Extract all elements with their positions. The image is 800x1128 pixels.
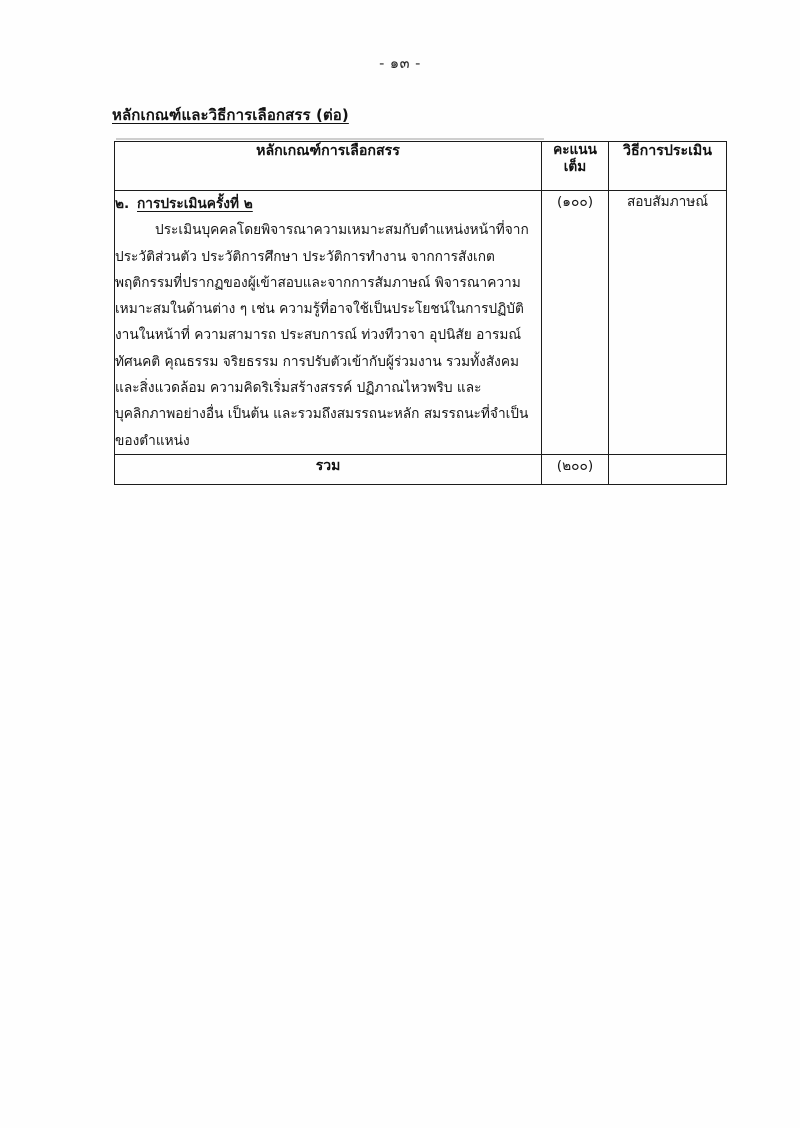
column-header-score-line1: คะแนน [553,142,597,158]
table-header [115,142,727,191]
table-body [115,191,727,485]
criteria-item-title: การประเมินครั้งที่ ๒ [137,196,253,212]
table-row [115,191,727,455]
total-score: (๒๐๐) [542,454,609,484]
table-header-row [115,142,727,191]
column-header-score-line2: เต็ม [563,159,587,176]
column-header-score [542,142,609,191]
section-heading: หลักเกณฑ์และวิธีการเลือกสรร (ต่อ) [112,106,349,124]
scan-artifact-rule [116,138,544,140]
total-method-empty [609,454,727,484]
criteria-item-body: ประเมินบุคคลโดยพิจารณาความเหมาะสมกับตำแหน่งหน้าที่จาก ประวัติส่วนตัว ประวัติการศึกษา ประวัติการทำงาน จากการสังเกตพฤติกรรมที่ปรากฏของผู้เข้าสอบและจากการสัมภาษณ์ พิจารณาความเหมาะสมในด้านต่าง ๆ เช่น ความรู้ที่อาจใช้เป็นประโยชน์ในการปฏิบัติงานในหน้าที่ ความสามารถ ประสบการณ์ ท่วงทีวาจา อุปนิสัย อารมณ์ ทัศนคติ คุณธรรม จริยธรรม การปรับตัวเข้ากับผู้ร่วมงาน รวมทั้งสังคม และสิ่งแวดล้อม ความคิดริเริ่มสร้างสรรค์ ปฏิภาณไหวพริบ และบุคลิกภาพอย่างอื่น เป็นต้น และรวมถึงสมรรถนะหลัก สมรรถนะที่จำเป็นของตำแหน่ง [115,222,529,449]
criteria-item-heading [115,191,541,217]
total-label: รวม [115,454,542,484]
table-total-row [115,454,727,484]
cell-criteria-content [115,191,542,455]
cell-method-value: สอบสัมภาษณ์ [609,191,727,455]
page-number: - ๑๓ - [379,56,421,72]
column-header-method: วิธีการประเมิน [609,142,727,191]
column-header-criteria: หลักเกณฑ์การเลือกสรร [115,142,542,191]
criteria-item-number: ๒. [115,196,130,212]
selection-criteria-table [114,141,727,485]
cell-score-value: (๑๐๐) [542,191,609,455]
